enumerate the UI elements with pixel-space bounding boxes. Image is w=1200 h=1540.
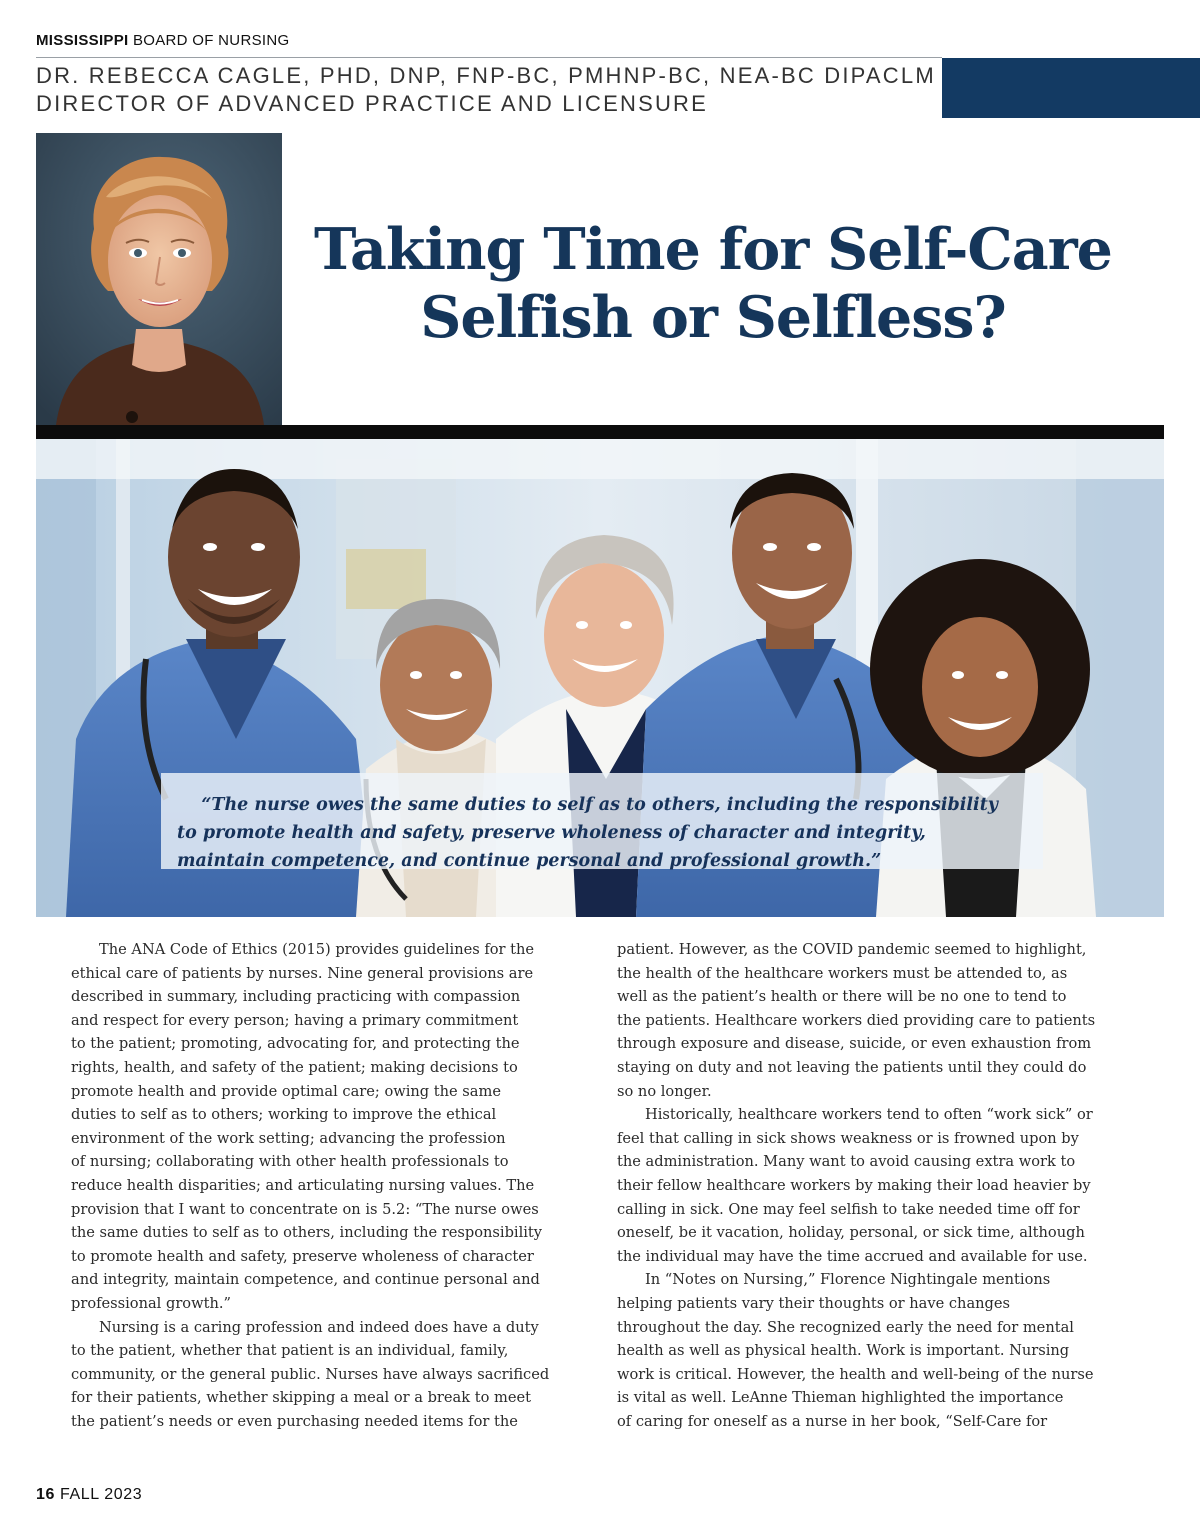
- pull-quote-line: to promote health and safety, preserve wholeness of character and integrity,: [177, 823, 926, 843]
- body-text-line: so no longer.: [617, 1082, 712, 1100]
- body-text-line: the administration. Many want to avoid causing extra work to: [617, 1153, 1076, 1171]
- body-column-left: [71, 938, 581, 1433]
- body-text-line: of caring for oneself as a nurse in her book, “Self-Care for: [617, 1412, 1048, 1430]
- body-text-line: their fellow healthcare workers by making their load heavier by: [617, 1176, 1091, 1194]
- body-text-line: duties to self as to others; working to improve the ethical: [71, 1106, 497, 1124]
- body-text-line: helping patients vary their thoughts or have changes: [617, 1294, 1011, 1312]
- body-text-line: professional growth.”: [71, 1294, 231, 1312]
- body-text-line: throughout the day. She recognized early the need for mental: [617, 1318, 1074, 1336]
- publication-board: BOARD OF NURSING: [132, 32, 290, 49]
- body-text-line: ethical care of patients by nurses. Nine general provisions are: [71, 964, 534, 982]
- body-text-line: the health of the healthcare workers must be attended to, as: [617, 964, 1068, 982]
- body-text-line: the same duties to self as to others, including the responsibility: [71, 1224, 543, 1242]
- body-text-line: Nursing is a caring profession and indeed does have a duty: [99, 1318, 539, 1336]
- author-byline: [36, 62, 936, 118]
- pull-quote-line: maintain competence, and continue personal and professional growth.”: [177, 851, 882, 871]
- body-text-line: the patients. Healthcare workers died providing care to patients: [617, 1011, 1096, 1029]
- body-text-line: to the patient, whether that patient is an individual, family,: [71, 1342, 509, 1360]
- body-text-line: Historically, healthcare workers tend to often “work sick” or: [645, 1106, 1093, 1124]
- body-text-line: to promote health and safety, preserve wholeness of character: [71, 1247, 534, 1265]
- pull-quote: [161, 773, 1043, 869]
- body-text-line: the patient’s needs or even purchasing needed items for the: [71, 1412, 518, 1430]
- section-divider-bar: [36, 425, 1164, 439]
- body-text-line: provision that I want to concentrate on is 5.2: “The nurse owes: [71, 1200, 539, 1218]
- pull-quote-line: “The nurse owes the same duties to self as to others, including the responsibility: [177, 795, 998, 815]
- body-text-line: rights, health, and safety of the patient; making decisions to: [71, 1058, 518, 1076]
- body-text-line: of nursing; collaborating with other health professionals to: [71, 1153, 509, 1171]
- header-accent-block: [942, 58, 1200, 118]
- publication-state: MISSISSIPPI: [36, 32, 129, 49]
- body-text-line: is vital as well. LeAnne Thieman highlighted the importance: [617, 1389, 1064, 1407]
- author-portrait: [36, 133, 282, 425]
- body-text-line: calling in sick. One may feel selfish to take needed time off for: [617, 1200, 1080, 1218]
- body-column-right: [617, 938, 1127, 1433]
- body-text-line: work is critical. However, the health and well-being of the nurse: [617, 1365, 1094, 1383]
- body-text-line: and respect for every person; having a primary commitment: [71, 1011, 519, 1029]
- body-text-line: for their patients, whether skipping a meal or a break to meet: [71, 1389, 531, 1407]
- publication-name: [36, 32, 289, 49]
- body-text-line: to the patient; promoting, advocating for, and protecting the: [71, 1035, 520, 1053]
- article-title-line2: Selfish or Selfless?: [420, 284, 1006, 351]
- body-text-line: In “Notes on Nursing,” Florence Nightingale mentions: [645, 1271, 1051, 1289]
- body-text-line: feel that calling in sick shows weakness or is frowned upon by: [617, 1129, 1079, 1147]
- body-text-line: and integrity, maintain competence, and continue personal and: [71, 1271, 540, 1289]
- body-text-line: promote health and provide optimal care; owing the same: [71, 1082, 501, 1100]
- body-text-line: through exposure and disease, suicide, or even exhaustion from: [617, 1035, 1092, 1053]
- body-text-line: environment of the work setting; advancing the profession: [71, 1129, 506, 1147]
- body-text-line: described in summary, including practicing with compassion: [71, 988, 521, 1006]
- body-text-line: well as the patient’s health or there will be no one to tend to: [617, 988, 1067, 1006]
- body-text-line: reduce health disparities; and articulating nursing values. The: [71, 1176, 535, 1194]
- author-name-credentials: DR. REBECCA CAGLE, PHD, DNP, FNP-BC, PMHNP-BC, NEA-BC DIPACLM: [36, 63, 936, 88]
- body-text-line: The ANA Code of Ethics (2015) provides guidelines for the: [99, 941, 535, 958]
- article-title-line1: Taking Time for Self-Care: [314, 216, 1112, 283]
- body-text-line: the individual may have the time accrued and available for use.: [617, 1247, 1088, 1265]
- body-text-line: health as well as physical health. Work is important. Nursing: [617, 1342, 1070, 1360]
- page-number: 16: [36, 1486, 55, 1503]
- body-text-line: staying on duty and not leaving the patients until they could do: [617, 1058, 1087, 1076]
- body-text-line: patient. However, as the COVID pandemic seemed to highlight,: [617, 941, 1087, 958]
- page-footer: [36, 1486, 142, 1504]
- author-title: DIRECTOR OF ADVANCED PRACTICE AND LICENSURE: [36, 91, 708, 116]
- article-title: [300, 216, 1126, 352]
- header-divider: [36, 57, 942, 58]
- issue-label: FALL 2023: [60, 1486, 143, 1503]
- body-text-line: community, or the general public. Nurses have always sacrificed: [71, 1365, 550, 1383]
- body-text-line: oneself, be it vacation, holiday, personal, or sick time, although: [617, 1224, 1085, 1242]
